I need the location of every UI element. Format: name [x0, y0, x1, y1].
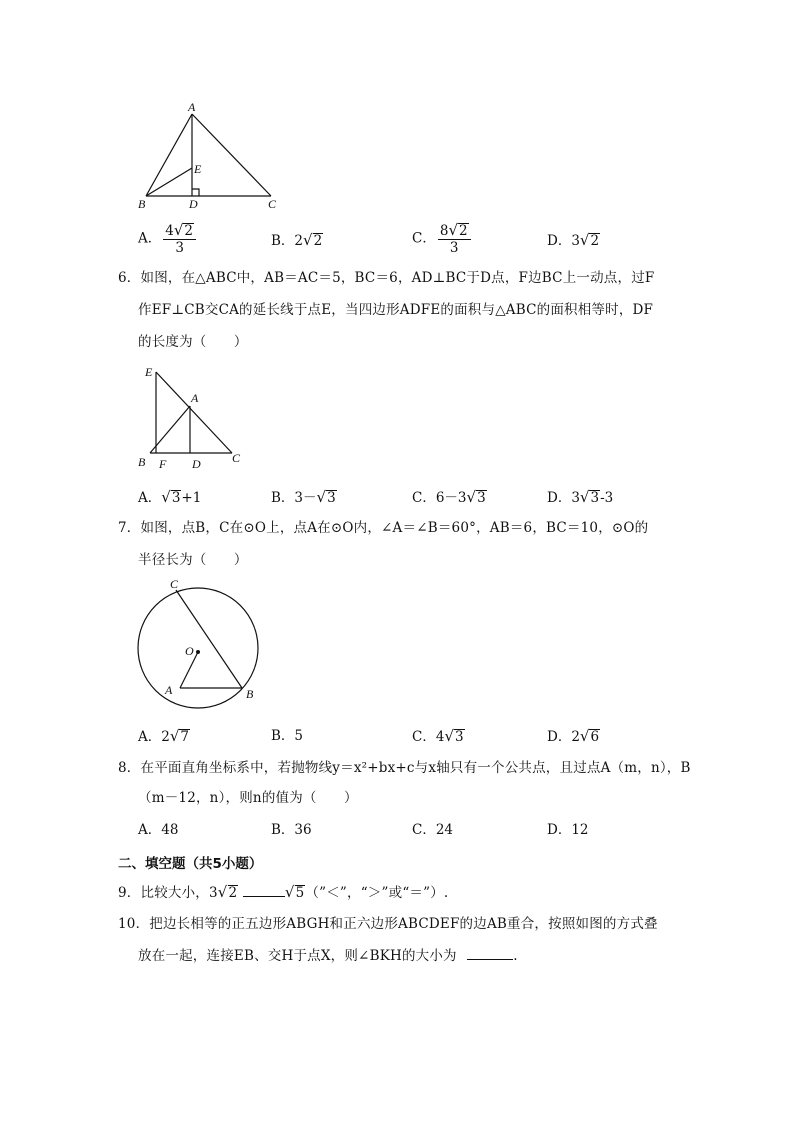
q10-text-line2: 放在一起，连接EB、交H于点X，则∠BKH的大小为 .: [138, 948, 518, 964]
q7-label-b: B: [246, 687, 254, 701]
q6-text-line2: 作EF⊥CB交CA的延长线于点E，当四边形ADFE的面积与△ABC的面积相等时，DF: [138, 302, 654, 318]
q8-text-line1: 8．在平面直角坐标系中，若抛物线y＝x²+bx+c与x轴只有一个公共点，且过点A（m，n），B: [118, 760, 691, 776]
q5-label-c: C: [268, 197, 277, 211]
q6-text-line1: 6．如图，在△ABC中，AB＝AC＝5，BC＝6，AD⊥BC于D点，F边BC上一动点，过F: [118, 270, 655, 286]
q7-center-dot: [196, 650, 200, 654]
q6-option-a[interactable]: A．√3+1: [138, 488, 202, 506]
q7-label-o: O: [185, 644, 194, 658]
q5-segment-be: [146, 168, 192, 196]
q7-option-b[interactable]: B．5: [271, 728, 304, 744]
q8-option-c[interactable]: C．24: [412, 822, 454, 838]
q6-figure: [130, 362, 260, 474]
q6-label-e: E: [145, 365, 153, 379]
q6-label-c: C: [232, 451, 241, 465]
q5-label-e: E: [194, 162, 202, 176]
q6-option-d[interactable]: D．3√3-3: [547, 488, 614, 506]
q5-option-d[interactable]: D．3√2: [547, 231, 600, 249]
q10-answer-blank[interactable]: [467, 947, 513, 960]
q9-answer-blank[interactable]: [243, 884, 285, 897]
q5-label-b: B: [138, 197, 146, 211]
q5-segment-ab: [146, 114, 192, 196]
q6-segment-ec: [156, 372, 232, 453]
q7-label-a: A: [165, 683, 173, 697]
q7-option-c[interactable]: C．4√3: [412, 727, 464, 745]
q5-segment-ac: [192, 114, 271, 196]
q10-text-line1: 10．把边长相等的正五边形ABGH和正六边形ABCDEF的边AB重合，按照如图的方式叠: [118, 916, 658, 932]
q7-text-line1: 7．如图，点B，C在⊙O上，点A在⊙O内，∠A＝∠B＝60°，AB＝6，BC＝10，⊙O的: [118, 520, 649, 536]
q5-triangle-figure: [130, 98, 290, 218]
q5-label-d: D: [189, 197, 198, 211]
q6-option-b[interactable]: B．3－√3: [271, 488, 336, 506]
q5-right-angle-mark: [192, 189, 199, 196]
q6-label-f: F: [159, 457, 167, 471]
q6-option-c[interactable]: C．6－3√3: [412, 488, 486, 506]
q8-option-b[interactable]: B．36: [271, 822, 312, 838]
q7-option-a[interactable]: A．2√7: [138, 727, 189, 745]
q6-label-a: A: [191, 391, 199, 405]
q7-text-line2: 半径长为（ ）: [138, 552, 248, 568]
q7-segment-cb: [176, 590, 242, 688]
q8-text-line2: （m－12，n），则n的值为（ ）: [138, 790, 358, 806]
q7-circle-figure: [130, 578, 270, 708]
q7-option-d[interactable]: D．2√6: [547, 727, 600, 745]
q5-label-a: A: [188, 100, 196, 114]
section-heading-fill-in: 二、填空题（共5小题）: [118, 856, 263, 872]
q8-option-d[interactable]: D．12: [547, 822, 589, 838]
q5-option-c[interactable]: C． $\frac{8√2}{3}$: [412, 222, 473, 256]
q8-option-a[interactable]: A．48: [138, 822, 179, 838]
q7-circle-o: [138, 588, 258, 708]
q6-label-b: B: [138, 455, 146, 469]
q6-label-d: D: [192, 457, 201, 471]
q9-text: 9．比较大小，3√2 √5（”＜”，“＞”或“＝”）.: [118, 883, 449, 901]
q5-option-a[interactable]: A． $\frac{4√2}{3}$: [138, 222, 198, 256]
q5-option-b[interactable]: B．2√2: [271, 231, 323, 249]
q7-label-c: C: [170, 577, 179, 591]
q6-text-line3: 的长度为（ ）: [138, 334, 248, 350]
